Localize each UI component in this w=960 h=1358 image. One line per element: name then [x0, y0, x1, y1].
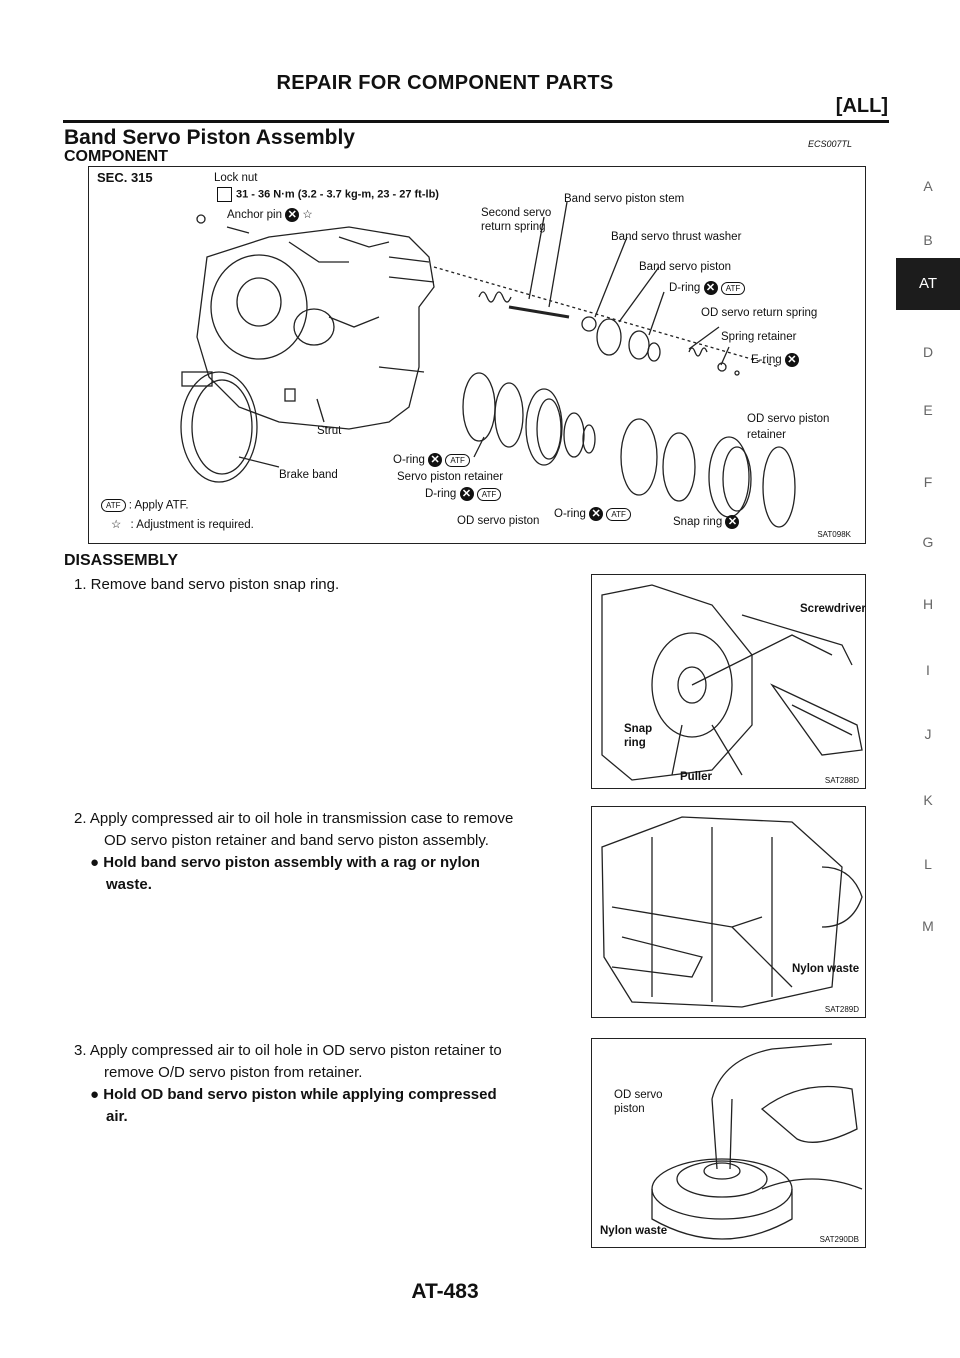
atf-icon: ATF [445, 454, 470, 467]
side-tab-j[interactable]: J [924, 726, 932, 742]
label-o-ring [393, 453, 470, 467]
label-o-ring-2 [554, 507, 631, 521]
bullet-3-line-1: Hold OD band servo piston while applying compressed [103, 1086, 497, 1103]
step-1: 1. Remove band servo piston snap ring. [74, 576, 340, 593]
side-tab-a[interactable]: A [923, 178, 933, 194]
torque-icon [217, 187, 232, 202]
star-icon: ☆ [302, 209, 313, 221]
label-nylon-waste: Nylon waste [600, 1225, 668, 1237]
step-2-line-2: OD servo piston retainer and band servo piston assembly. [104, 832, 489, 849]
replace-icon: ✕ [589, 507, 603, 521]
figure-compressed-air-case [591, 806, 866, 1018]
o-ring-text: O-ring [393, 454, 425, 467]
side-tab-at[interactable]: AT [896, 258, 960, 310]
label-torque [217, 187, 439, 202]
figure-code: SAT098K [817, 530, 851, 539]
replace-icon: ✕ [704, 281, 718, 295]
side-tab-l[interactable]: L [924, 856, 932, 872]
figure-code: SAT290DB [819, 1235, 859, 1244]
replace-icon: ✕ [725, 515, 739, 529]
label-return-spring: return spring [481, 221, 546, 233]
label-od-piston: piston [614, 1103, 645, 1115]
side-tab-e[interactable]: E [923, 402, 933, 418]
label-nylon-waste: Nylon waste [792, 963, 860, 975]
figure-code: SAT288D [824, 776, 859, 785]
figure-snap-ring-removal [591, 574, 866, 789]
step-2-line-1: 2. Apply compressed air to oil hole in transmission case to remove [74, 810, 514, 827]
compressed-air-retainer-drawing [592, 1039, 864, 1246]
legend-star-text: : Adjustment is required. [130, 519, 254, 531]
side-tab-h[interactable]: H [922, 596, 934, 612]
side-tab-m[interactable]: M [922, 918, 934, 934]
label-screwdriver: Screwdriver [800, 603, 866, 615]
figure-compressed-air-retainer [591, 1038, 866, 1248]
compressed-air-case-drawing [592, 807, 864, 1016]
bullet-2-line-1: Hold band servo piston assembly with a rag or nylon [103, 854, 480, 871]
bullet-2 [90, 852, 480, 874]
label-brake-band: Brake band [279, 469, 338, 481]
label-stem: Band servo piston stem [564, 193, 685, 205]
side-tab-f[interactable]: F [923, 474, 933, 490]
label-d-ring [669, 281, 745, 295]
bullet-2-line-2: waste. [106, 876, 152, 893]
label-sec: SEC. 315 [97, 170, 153, 185]
label-strut: Strut [317, 425, 342, 437]
label-e-ring [751, 353, 799, 367]
component-heading: COMPONENT [64, 148, 168, 165]
snap-ring-text: Snap ring [673, 516, 723, 529]
label-anchor-pin [227, 207, 313, 222]
label-piston: Band servo piston [639, 261, 732, 273]
bullet-icon: ● [90, 1086, 100, 1103]
atf-icon: ATF [101, 499, 126, 512]
legend-atf-text: : Apply ATF. [128, 499, 189, 512]
legend-star [111, 517, 254, 531]
section-title: Band Servo Piston Assembly [64, 126, 355, 149]
side-tab-b[interactable]: B [923, 232, 933, 248]
label-puller: Puller [680, 771, 712, 783]
anchor-pin-text: Anchor pin [227, 209, 282, 221]
step-3-line-1: 3. Apply compressed air to oil hole in OD servo piston retainer to [74, 1042, 502, 1059]
label-d-ring-2 [425, 487, 501, 501]
bullet-3 [90, 1084, 497, 1106]
e-ring-text: E-ring [751, 354, 782, 367]
bullet-icon: ● [90, 854, 100, 871]
atf-icon: ATF [721, 282, 746, 295]
side-tab-i[interactable]: I [926, 662, 930, 678]
replace-icon: ✕ [285, 208, 299, 222]
section-code: ECS007TL [808, 139, 853, 149]
label-spring-retainer: Spring retainer [721, 331, 797, 343]
replace-icon: ✕ [785, 353, 799, 367]
label-od-retainer-1: OD servo piston [747, 413, 830, 425]
label-od-return-spring: OD servo return spring [701, 307, 818, 319]
star-icon: ☆ [111, 519, 122, 531]
running-header-title: REPAIR FOR COMPONENT PARTS [276, 72, 614, 94]
atf-icon: ATF [606, 508, 631, 521]
side-tab-index [896, 0, 960, 1358]
side-tab-g[interactable]: G [922, 534, 934, 550]
component-drawing [89, 167, 864, 542]
running-header-subtitle: [ALL] [835, 95, 888, 117]
label-thrust-washer: Band servo thrust washer [611, 231, 742, 243]
atf-icon: ATF [477, 488, 502, 501]
replace-icon: ✕ [428, 453, 442, 467]
side-tab-k[interactable]: K [923, 792, 933, 808]
label-snap-ring [673, 515, 739, 529]
side-tab-d[interactable]: D [922, 344, 934, 360]
d-ring-2-text: D-ring [425, 488, 457, 501]
label-second-servo: Second servo [481, 207, 552, 219]
label-lock-nut: Lock nut [214, 172, 258, 184]
label-ring: ring [624, 737, 646, 749]
component-figure [88, 166, 866, 544]
step-3-line-2: remove O/D servo piston from retainer. [104, 1064, 363, 1081]
header-rule [63, 120, 889, 123]
label-od-retainer-2: retainer [747, 429, 786, 441]
disassembly-heading: DISASSEMBLY [64, 552, 179, 569]
label-od-servo: OD servo [614, 1089, 663, 1101]
legend-atf [101, 499, 189, 512]
torque-value: 31 - 36 N·m (3.2 - 3.7 kg-m, 23 - 27 ft-lb) [236, 188, 439, 201]
replace-icon: ✕ [460, 487, 474, 501]
page-number: AT-483 [411, 1280, 479, 1303]
bullet-3-line-2: air. [106, 1108, 128, 1125]
d-ring-text: D-ring [669, 282, 701, 295]
label-od-servo-piston: OD servo piston [457, 515, 540, 527]
label-servo-piston-retainer: Servo piston retainer [397, 471, 504, 483]
label-snap: Snap [624, 723, 653, 735]
figure-code: SAT289D [824, 1005, 859, 1014]
o-ring-2-text: O-ring [554, 508, 586, 521]
